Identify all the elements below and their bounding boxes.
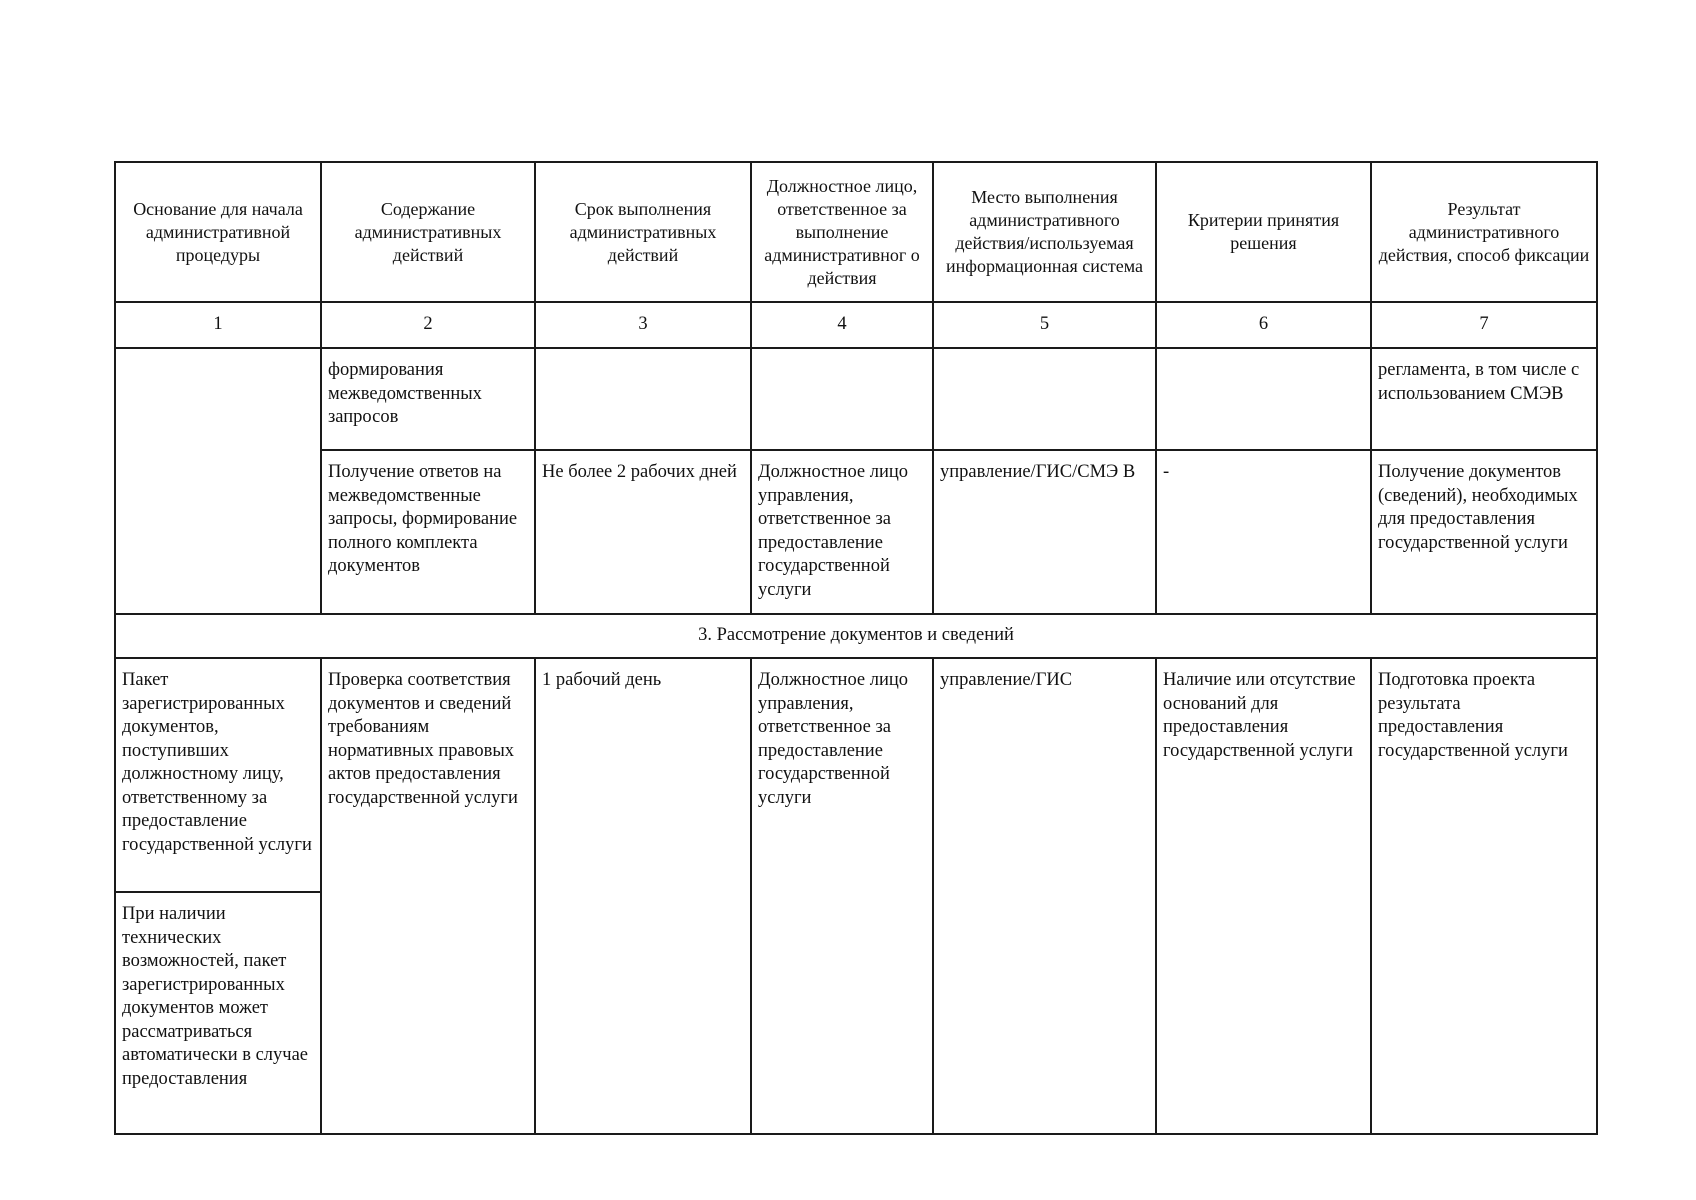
column-number: 6 (1156, 302, 1371, 348)
column-number-row (115, 302, 1597, 348)
result-cell: Подготовка проекта результата предоставления государственной услуги (1371, 658, 1597, 1134)
column-number: 7 (1371, 302, 1597, 348)
place-cell: управление/ГИС (933, 658, 1156, 1134)
place-cell-empty (933, 348, 1156, 450)
table-row (115, 348, 1597, 450)
column-number: 1 (115, 302, 321, 348)
header-row (115, 162, 1597, 302)
header-content: Содержание административных действий (321, 162, 535, 302)
basis-cell: При наличии технических возможностей, пакет зарегистрированных документов может рассматриваться автоматически в случае предоставления (115, 892, 321, 1134)
column-number: 4 (751, 302, 933, 348)
deadline-cell-empty (535, 348, 751, 450)
header-official: Должностное лицо, ответственное за выполнение административног о действия (751, 162, 933, 302)
content-cell: Получение ответов на межведомственные запросы, формирование полного комплекта документов (321, 450, 535, 614)
criteria-cell-empty (1156, 348, 1371, 450)
result-cell: Получение документов (сведений), необходимых для предоставления государственной услуги (1371, 450, 1597, 614)
content-cell: Проверка соответствия документов и сведений требованиям нормативных правовых актов предоставления государственной услуги (321, 658, 535, 1134)
deadline-cell: 1 рабочий день (535, 658, 751, 1134)
procedure-table (114, 161, 1598, 1135)
place-cell: управление/ГИС/СМЭ В (933, 450, 1156, 614)
column-number: 2 (321, 302, 535, 348)
header-result: Результат административного действия, способ фиксации (1371, 162, 1597, 302)
header-place: Место выполнения административного действия/используемая информационная система (933, 162, 1156, 302)
result-cell: регламента, в том числе с использованием СМЭВ (1371, 348, 1597, 450)
header-basis: Основание для начала административной процедуры (115, 162, 321, 302)
section-title: 3. Рассмотрение документов и сведений (115, 614, 1597, 658)
column-number: 3 (535, 302, 751, 348)
basis-cell: Пакет зарегистрированных документов, поступивших должностному лицу, ответственному за предоставление государственной услуги (115, 658, 321, 892)
official-cell: Должностное лицо управления, ответственное за предоставление государственной услуги (751, 450, 933, 614)
basis-cell-empty (115, 348, 321, 614)
criteria-cell: - (1156, 450, 1371, 614)
official-cell: Должностное лицо управления, ответственное за предоставление государственной услуги (751, 658, 933, 1134)
official-cell-empty (751, 348, 933, 450)
table-row (115, 658, 1597, 892)
header-deadline: Срок выполнения административных действий (535, 162, 751, 302)
header-criteria: Критерии принятия решения (1156, 162, 1371, 302)
content-cell: формирования межведомственных запросов (321, 348, 535, 450)
section-row (115, 614, 1597, 658)
table-row (115, 450, 1597, 614)
column-number: 5 (933, 302, 1156, 348)
deadline-cell: Не более 2 рабочих дней (535, 450, 751, 614)
criteria-cell: Наличие или отсутствие оснований для предоставления государственной услуги (1156, 658, 1371, 1134)
